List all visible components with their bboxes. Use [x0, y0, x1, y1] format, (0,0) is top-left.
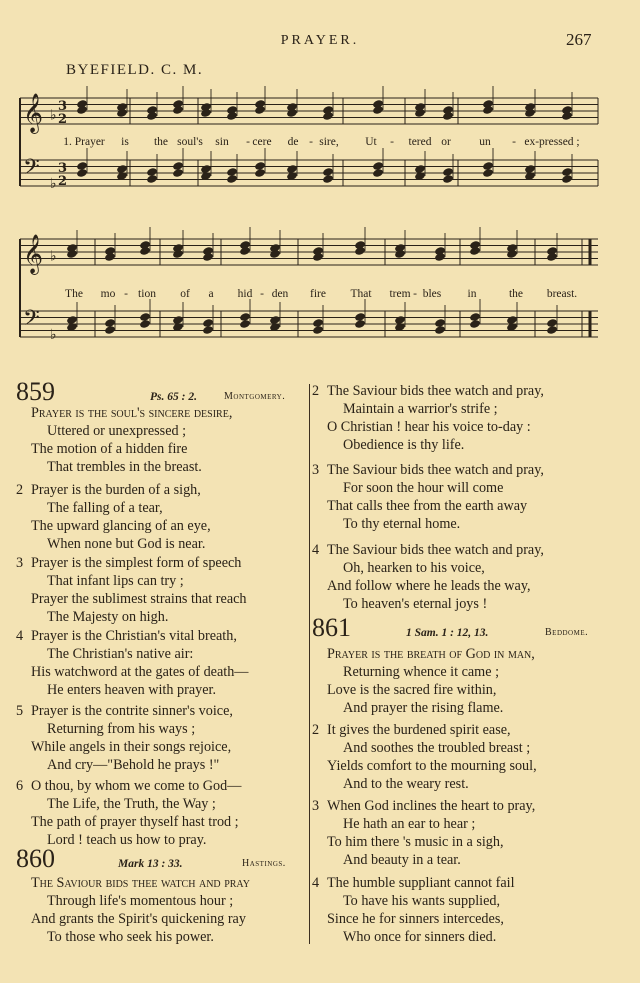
stanza-line-text: The path of prayer thyself hast trod ; [31, 814, 239, 830]
stanza-line [16, 795, 241, 813]
stanza-line-text: Uttered or unexpressed ; [47, 423, 187, 439]
stanza-line-text: The Saviour bids thee watch and pray, [327, 383, 544, 399]
stanza-line-text: The upward glancing of an eye, [31, 518, 211, 534]
stanza-line-text: Returning from his ways ; [47, 721, 196, 737]
stanza-line [312, 815, 535, 833]
stanza-line-text: Oh, hearken to his voice, [343, 560, 485, 576]
stanza-number: 2 [16, 482, 24, 498]
stanza-number: 5 [16, 703, 24, 719]
tune-name-label: Beddome. [545, 627, 589, 638]
lyric-syllable: the [153, 136, 169, 148]
music-score [0, 0, 640, 380]
stanza-line-text: While angels in their songs rejoice, [31, 739, 232, 755]
stanza-line-text: Since he for sinners intercedes, [327, 911, 504, 927]
stanza [16, 627, 248, 699]
stanza-line-text: The falling of a tear, [47, 500, 163, 516]
stanza-line [312, 577, 544, 595]
stanza-line-text: And to the weary rest. [343, 776, 469, 792]
lyric-syllable: or [441, 136, 451, 148]
stanza-line [312, 681, 535, 699]
lyric-syllable: tion [138, 288, 156, 300]
stanza-line [312, 833, 535, 851]
stanza-line [16, 481, 211, 499]
hymn-number: 859 [16, 377, 55, 406]
note-bass [104, 325, 116, 335]
stanza-line-text: Love is the sacred fire within, [327, 682, 497, 698]
bass-clef: 𝄢 [23, 155, 40, 185]
stanza-line-text: To thy eternal home. [343, 516, 461, 532]
stanza-line-text: That calls thee from the earth away [327, 498, 528, 514]
lyric-syllable: - [124, 288, 128, 300]
time-signature-top: 3 [58, 99, 68, 114]
note-bass [202, 325, 214, 335]
note-bass [322, 174, 334, 184]
stanza-line [16, 517, 211, 535]
stanza-line-text: To heaven's eternal joys ! [343, 596, 488, 612]
lyric-syllable: bles [422, 288, 442, 300]
stanza-line-text: The Saviour bids thee watch and pray, [327, 542, 544, 558]
time-signature-top: 3 [58, 161, 68, 176]
lyric-syllable: - [413, 288, 417, 300]
stanza-line-text: And prayer the rising flame. [343, 700, 504, 716]
stanza-line [312, 910, 515, 928]
stanza-number: 2 [312, 722, 320, 738]
treble-clef: 𝄞 [23, 93, 44, 133]
lyric-syllable: sin [215, 136, 229, 148]
note-bass [76, 168, 88, 178]
stanza-line [16, 404, 232, 422]
stanza-number: 4 [312, 875, 320, 891]
stanza-line-text: O thou, by whom we come to God— [31, 778, 242, 794]
stanza-line [312, 382, 544, 400]
page-title: PRAYER. [280, 33, 360, 48]
lyric-syllable: of [180, 288, 190, 300]
stanza-line-text: When God inclines the heart to pray, [327, 798, 536, 814]
lyric-syllable: in [467, 288, 477, 300]
scripture-reference: 1 Sam. 1 : 12, 13. [406, 627, 489, 639]
stanza-line-text: And follow where he leads the way, [327, 578, 531, 594]
note-bass [469, 319, 481, 329]
stanza-line [16, 738, 233, 756]
note-bass [372, 168, 384, 178]
stanza-line-text: The Life, the Truth, the Way ; [47, 796, 216, 812]
stanza [16, 777, 241, 849]
note-bass [354, 319, 366, 329]
lyric-syllable: - [246, 136, 250, 148]
stanza-line-text: Returning whence it came ; [343, 664, 500, 680]
stanza-line-text: The Saviour bids thee watch and pray [31, 875, 250, 891]
stanza-line-text: Prayer is the burden of a sigh, [31, 482, 201, 498]
stanza-line-text: To those who seek his power. [47, 929, 214, 945]
stanza-line [312, 663, 535, 681]
stanza-line-text: Prayer is the simplest form of speech [31, 555, 242, 571]
stanza-line [312, 559, 544, 577]
stanza-line [312, 739, 537, 757]
stanza-line [16, 440, 232, 458]
stanza [16, 702, 233, 774]
note-bass [442, 174, 454, 184]
note-bass [226, 174, 238, 184]
lyric-syllable: tered [408, 136, 432, 148]
note-bass [312, 325, 324, 335]
stanza [312, 645, 535, 717]
stanza-line [16, 554, 247, 572]
stanza-line [16, 702, 233, 720]
treble-clef: 𝄞 [23, 234, 44, 274]
stanza-line-text: The Saviour bids thee watch and pray, [327, 462, 544, 478]
stanza [16, 554, 247, 626]
stanza-line [312, 497, 544, 515]
stanza-line-text: That infant lips can try ; [47, 573, 184, 589]
column-divider [309, 384, 310, 944]
lyric-syllable: Ut [365, 136, 377, 148]
stanza-line-text: For soon the hour will come [343, 480, 504, 496]
lyric-syllable: - [512, 136, 516, 148]
stanza-line [16, 892, 250, 910]
stanza-line-text: And soothes the troubled breast ; [343, 740, 531, 756]
stanza-line [16, 874, 250, 892]
lyric-syllable: the [508, 288, 524, 300]
stanza-line-text: When none but God is near. [47, 536, 206, 552]
stanza-line [312, 645, 535, 663]
bass-clef: 𝄢 [23, 306, 40, 336]
lyric-syllable: de [287, 136, 299, 148]
stanza-line-text: Who once for sinners died. [343, 929, 497, 945]
stanza-line [312, 874, 515, 892]
lyric-syllable: trem [389, 288, 411, 300]
page-number: 267 [566, 30, 592, 49]
note-bass [434, 325, 446, 335]
stanza-line [16, 681, 248, 699]
lyric-syllable: - [390, 136, 394, 148]
stanza-line [312, 721, 537, 739]
stanza-line-text: The Majesty on high. [47, 609, 169, 625]
hymn-number: 860 [16, 844, 55, 873]
note-bass [254, 168, 266, 178]
tune-name-label: Hastings. [242, 858, 286, 869]
stanza [312, 382, 544, 454]
lyric-syllable: breast. [546, 288, 578, 300]
stanza-line-text: Prayer the sublimest strains that reach [31, 591, 247, 607]
stanza-line [312, 699, 535, 717]
stanza-line-text: And cry—"Behold he prays !" [47, 757, 220, 773]
stanza-line-text: Maintain a warrior's strife ; [343, 401, 498, 417]
lyric-syllable: fire [310, 288, 326, 300]
stanza-line [312, 541, 544, 559]
hymn-number: 861 [312, 613, 351, 642]
stanza-line-text: Prayer is the Christian's vital breath, [31, 628, 237, 644]
stanza [16, 404, 232, 476]
stanza-line [312, 400, 544, 418]
stanza-line [312, 515, 544, 533]
stanza-line [16, 720, 233, 738]
stanza-line-text: And grants the Spirit's quickening ray [31, 911, 246, 927]
stanza-line-text: To him there 's music in a sigh, [327, 834, 504, 850]
time-signature-bottom: 2 [58, 174, 68, 189]
stanza-number: 3 [16, 555, 24, 571]
note-bass [172, 168, 184, 178]
flat-sign: ♭ [50, 107, 57, 124]
stanza-line-text: The Christian's native air: [47, 646, 194, 662]
note-bass [546, 325, 558, 335]
lyric-syllable: 1. Prayer [63, 136, 105, 148]
lyric-syllable: den [271, 288, 289, 300]
stanza-line [312, 775, 537, 793]
stanza-line [16, 756, 233, 774]
stanza-line [16, 645, 248, 663]
stanza-line-text: He enters heaven with prayer. [47, 682, 216, 698]
stanza [312, 461, 544, 533]
stanza-number: 2 [312, 383, 320, 399]
stanza-number: 4 [312, 542, 320, 558]
stanza [312, 874, 515, 946]
stanza-line [16, 777, 241, 795]
stanza-line-text: And beauty in a tear. [343, 852, 461, 868]
tune-name: BYEFIELD. [66, 62, 156, 78]
lyric-syllable: That [350, 288, 372, 300]
scripture-reference: Mark 13 : 33. [118, 858, 183, 870]
stanza-line [312, 436, 544, 454]
stanza-number: 3 [312, 798, 320, 814]
stanza-number: 3 [312, 462, 320, 478]
stanza-line-text: To have his wants supplied, [343, 893, 501, 909]
note-bass [139, 319, 151, 329]
stanza-line [16, 663, 248, 681]
stanza-line-text: Prayer is the soul's sincere desire, [31, 405, 233, 421]
stanza [312, 721, 537, 793]
lyric-syllable: - [309, 136, 313, 148]
note-bass [239, 319, 251, 329]
stanza-line-text: O Christian ! hear his voice to-day : [327, 419, 531, 435]
scripture-reference: Ps. 65 : 2. [150, 391, 197, 403]
stanza-line [16, 572, 247, 590]
stanza-line [312, 892, 515, 910]
stanza-line [16, 928, 250, 946]
stanza-line [16, 813, 241, 831]
stanza-number: 6 [16, 778, 24, 794]
stanza-line [16, 608, 247, 626]
stanza [312, 797, 535, 869]
note-bass [482, 168, 494, 178]
lyric-syllable: mo [100, 288, 116, 300]
lyric-syllable: un [479, 136, 491, 148]
stanza-line-text: The motion of a hidden fire [31, 441, 188, 457]
stanza-line-text: Prayer is the contrite sinner's voice, [31, 703, 233, 719]
stanza [16, 874, 250, 946]
lyric-syllable: The [65, 288, 83, 300]
stanza-line-text: Through life's momentous hour ; [47, 893, 234, 909]
stanza [16, 481, 211, 553]
stanza-line [16, 910, 250, 928]
stanza-line-text: The humble suppliant cannot fail [327, 875, 515, 891]
tune-name-label: Montgomery. [224, 391, 286, 402]
stanza-line-text: He hath an ear to hear ; [343, 816, 476, 832]
stanza-line-text: That trembles in the breast. [47, 459, 202, 475]
lyric-syllable: soul's [177, 136, 203, 148]
stanza-line [16, 535, 211, 553]
stanza-line [312, 461, 544, 479]
stanza-line [16, 499, 211, 517]
lyric-syllable: sire, [319, 136, 339, 148]
stanza-line [16, 590, 247, 608]
stanza-line [312, 851, 535, 869]
stanza-line-text: It gives the burdened spirit ease, [327, 722, 511, 738]
flat-sign: ♭ [50, 248, 57, 265]
stanza-line [312, 797, 535, 815]
stanza-line [312, 757, 537, 775]
stanza-line [312, 418, 544, 436]
note-bass [146, 174, 158, 184]
stanza-line-text: His watchword at the gates of death— [31, 664, 249, 680]
stanza-line [312, 928, 515, 946]
time-signature-bottom: 2 [58, 112, 68, 127]
flat-sign: ♭ [50, 327, 57, 343]
flat-sign: ♭ [50, 176, 57, 192]
lyric-syllable: - [260, 288, 264, 300]
stanza-number: 4 [16, 628, 24, 644]
stanza-line-text: Yields comfort to the mourning soul, [327, 758, 537, 774]
note-bass [561, 174, 573, 184]
lyric-syllable: a [208, 288, 214, 300]
stanza-line [312, 595, 544, 613]
lyric-syllable: ex-pressed ; [524, 136, 580, 148]
stanza-line-text: Prayer is the breath of God in man, [327, 646, 535, 662]
lyric-syllable: is [121, 136, 129, 148]
stanza-line-text: Lord ! teach us how to pray. [47, 832, 207, 848]
stanza-line [16, 458, 232, 476]
stanza-line-text: Obedience is thy life. [343, 437, 465, 453]
stanza-line [312, 479, 544, 497]
stanza-line [16, 422, 232, 440]
stanza-line [16, 627, 248, 645]
stanza [312, 541, 544, 613]
lyric-syllable: hid [237, 288, 253, 300]
lyric-syllable: cere [252, 136, 272, 148]
tune-meter: C. M. [161, 62, 204, 78]
